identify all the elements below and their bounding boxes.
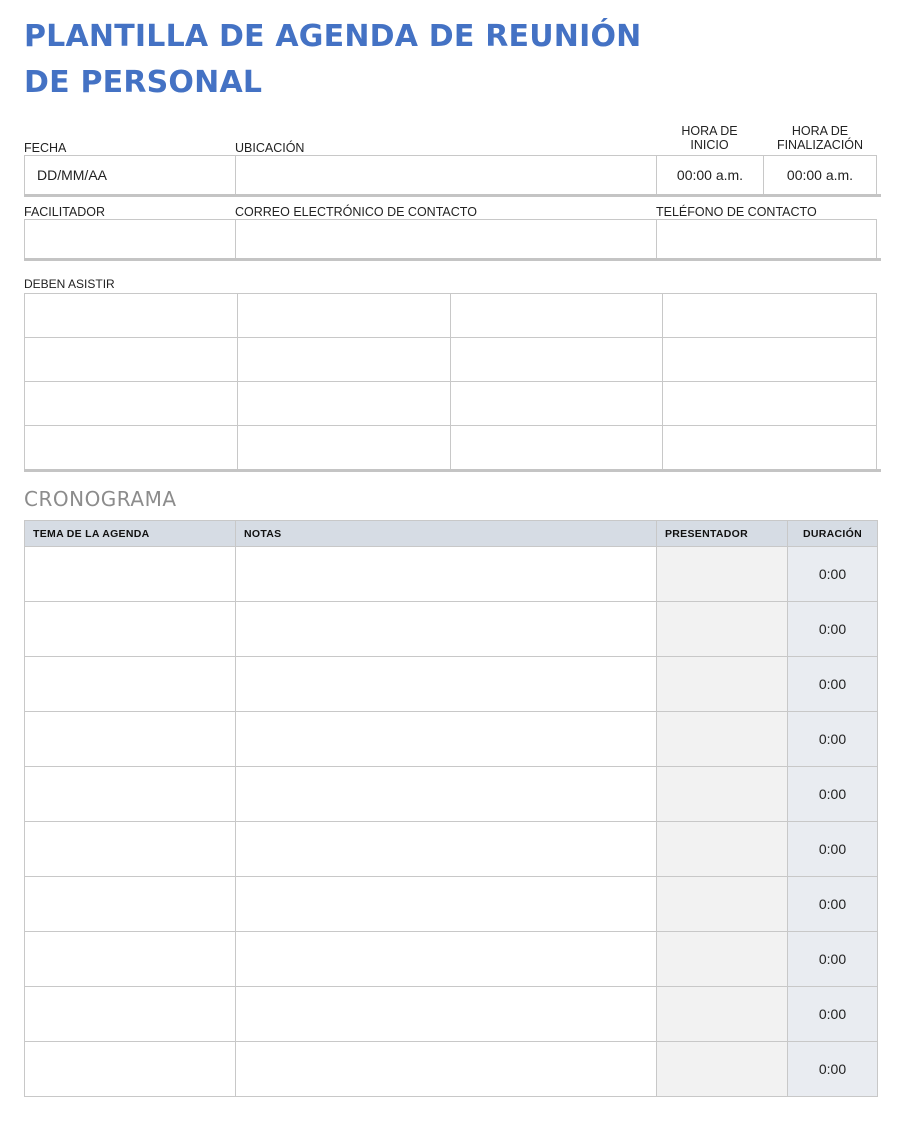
notes-cell[interactable] <box>236 987 657 1042</box>
schedule-row <box>25 767 878 822</box>
divider <box>24 194 881 197</box>
agenda-topic-cell[interactable] <box>25 547 236 602</box>
presenter-cell[interactable] <box>657 987 788 1042</box>
agenda-topic-cell[interactable] <box>25 602 236 657</box>
schedule-row <box>25 1042 878 1097</box>
attendee-cell[interactable] <box>25 294 238 337</box>
attendee-cell[interactable] <box>238 382 451 425</box>
facilitador-field[interactable] <box>25 220 236 258</box>
hora-fin-label-line-1: HORA DE <box>791 124 849 138</box>
ubicacion-field[interactable] <box>236 156 657 194</box>
deben-asistir-label: DEBEN ASISTIR <box>24 277 115 291</box>
schedule-body <box>25 547 878 1097</box>
presenter-cell[interactable] <box>657 657 788 712</box>
agenda-topic-cell[interactable] <box>25 932 236 987</box>
attendee-cell[interactable] <box>451 426 664 470</box>
col-header-presentador: PRESENTADOR <box>657 521 788 547</box>
correo-label: CORREO ELECTRÓNICO DE CONTACTO <box>235 205 477 219</box>
attendee-cell[interactable] <box>663 426 876 470</box>
schedule-row <box>25 987 878 1042</box>
presenter-cell[interactable] <box>657 932 788 987</box>
attendees-row <box>25 338 876 382</box>
attendees-grid <box>24 293 877 471</box>
duration-cell[interactable]: 0:00 <box>788 932 878 987</box>
notes-cell[interactable] <box>236 767 657 822</box>
agenda-topic-cell[interactable] <box>25 767 236 822</box>
ubicacion-label: UBICACIÓN <box>235 141 305 155</box>
hora-fin-label-line-2: FINALIZACIÓN <box>776 138 864 152</box>
attendee-cell[interactable] <box>238 294 451 337</box>
hora-inicio-label-line-1: HORA DE <box>681 124 738 138</box>
attendee-cell[interactable] <box>25 382 238 425</box>
attendees-row <box>25 294 876 338</box>
presenter-cell[interactable] <box>657 1042 788 1097</box>
duration-cell[interactable]: 0:00 <box>788 822 878 877</box>
attendee-cell[interactable] <box>451 382 664 425</box>
duration-cell[interactable]: 0:00 <box>788 1042 878 1097</box>
page-title-line-2: DE PERSONAL <box>24 65 263 100</box>
hora-fin-field[interactable]: 00:00 a.m. <box>786 167 854 183</box>
duration-cell[interactable]: 0:00 <box>788 602 878 657</box>
attendee-cell[interactable] <box>451 338 664 381</box>
presenter-cell[interactable] <box>657 767 788 822</box>
schedule-table <box>24 520 878 1097</box>
attendee-cell[interactable] <box>25 338 238 381</box>
page-title-line-1: PLANTILLA DE AGENDA DE REUNIÓN <box>24 19 642 54</box>
divider <box>24 258 881 261</box>
agenda-topic-cell[interactable] <box>25 877 236 932</box>
col-header-tema: TEMA DE LA AGENDA <box>25 521 236 547</box>
schedule-row <box>25 602 878 657</box>
meeting-info-row <box>24 155 877 195</box>
page-title <box>24 14 641 106</box>
attendees-row <box>25 426 876 470</box>
attendee-cell[interactable] <box>238 426 451 470</box>
attendee-cell[interactable] <box>663 382 876 425</box>
attendee-cell[interactable] <box>663 338 876 381</box>
attendees-row <box>25 382 876 426</box>
correo-field[interactable] <box>236 220 657 258</box>
schedule-row <box>25 877 878 932</box>
attendee-cell[interactable] <box>238 338 451 381</box>
schedule-row <box>25 932 878 987</box>
agenda-topic-cell[interactable] <box>25 822 236 877</box>
notes-cell[interactable] <box>236 822 657 877</box>
notes-cell[interactable] <box>236 877 657 932</box>
schedule-row <box>25 712 878 767</box>
notes-cell[interactable] <box>236 602 657 657</box>
attendee-cell[interactable] <box>25 426 238 470</box>
presenter-cell[interactable] <box>657 822 788 877</box>
telefono-label: TELÉFONO DE CONTACTO <box>656 205 817 219</box>
notes-cell[interactable] <box>236 657 657 712</box>
hora-fin-label <box>763 124 877 152</box>
attendee-cell[interactable] <box>451 294 664 337</box>
duration-cell[interactable]: 0:00 <box>788 987 878 1042</box>
notes-cell[interactable] <box>236 1042 657 1097</box>
schedule-header-row <box>25 521 878 547</box>
col-header-notas: NOTAS <box>236 521 657 547</box>
agenda-topic-cell[interactable] <box>25 987 236 1042</box>
notes-cell[interactable] <box>236 712 657 767</box>
schedule-row <box>25 657 878 712</box>
schedule-row <box>25 822 878 877</box>
col-header-duracion: DURACIÓN <box>788 521 878 547</box>
agenda-topic-cell[interactable] <box>25 712 236 767</box>
duration-cell[interactable]: 0:00 <box>788 877 878 932</box>
hora-inicio-field[interactable]: 00:00 a.m. <box>657 156 764 194</box>
presenter-cell[interactable] <box>657 712 788 767</box>
agenda-topic-cell[interactable] <box>25 1042 236 1097</box>
hora-inicio-label <box>656 124 763 152</box>
facilitador-label: FACILITADOR <box>24 205 106 219</box>
contact-info-row <box>24 219 877 259</box>
fecha-field[interactable]: DD/MM/AA <box>25 156 236 194</box>
agenda-topic-cell[interactable] <box>25 657 236 712</box>
cronograma-heading: CRONOGRAMA <box>24 487 177 511</box>
schedule-row <box>25 547 878 602</box>
duration-cell[interactable]: 0:00 <box>788 767 878 822</box>
presenter-cell[interactable] <box>657 877 788 932</box>
telefono-field[interactable] <box>657 220 876 258</box>
duration-cell[interactable]: 0:00 <box>788 657 878 712</box>
divider <box>24 469 881 472</box>
duration-cell[interactable]: 0:00 <box>788 547 878 602</box>
notes-cell[interactable] <box>236 932 657 987</box>
presenter-cell[interactable] <box>657 547 788 602</box>
notes-cell[interactable] <box>236 547 657 602</box>
attendee-cell[interactable] <box>663 294 876 337</box>
duration-cell[interactable]: 0:00 <box>788 712 878 767</box>
hora-inicio-label-line-2: INICIO <box>690 138 729 152</box>
presenter-cell[interactable] <box>657 602 788 657</box>
fecha-label: FECHA <box>24 141 67 155</box>
